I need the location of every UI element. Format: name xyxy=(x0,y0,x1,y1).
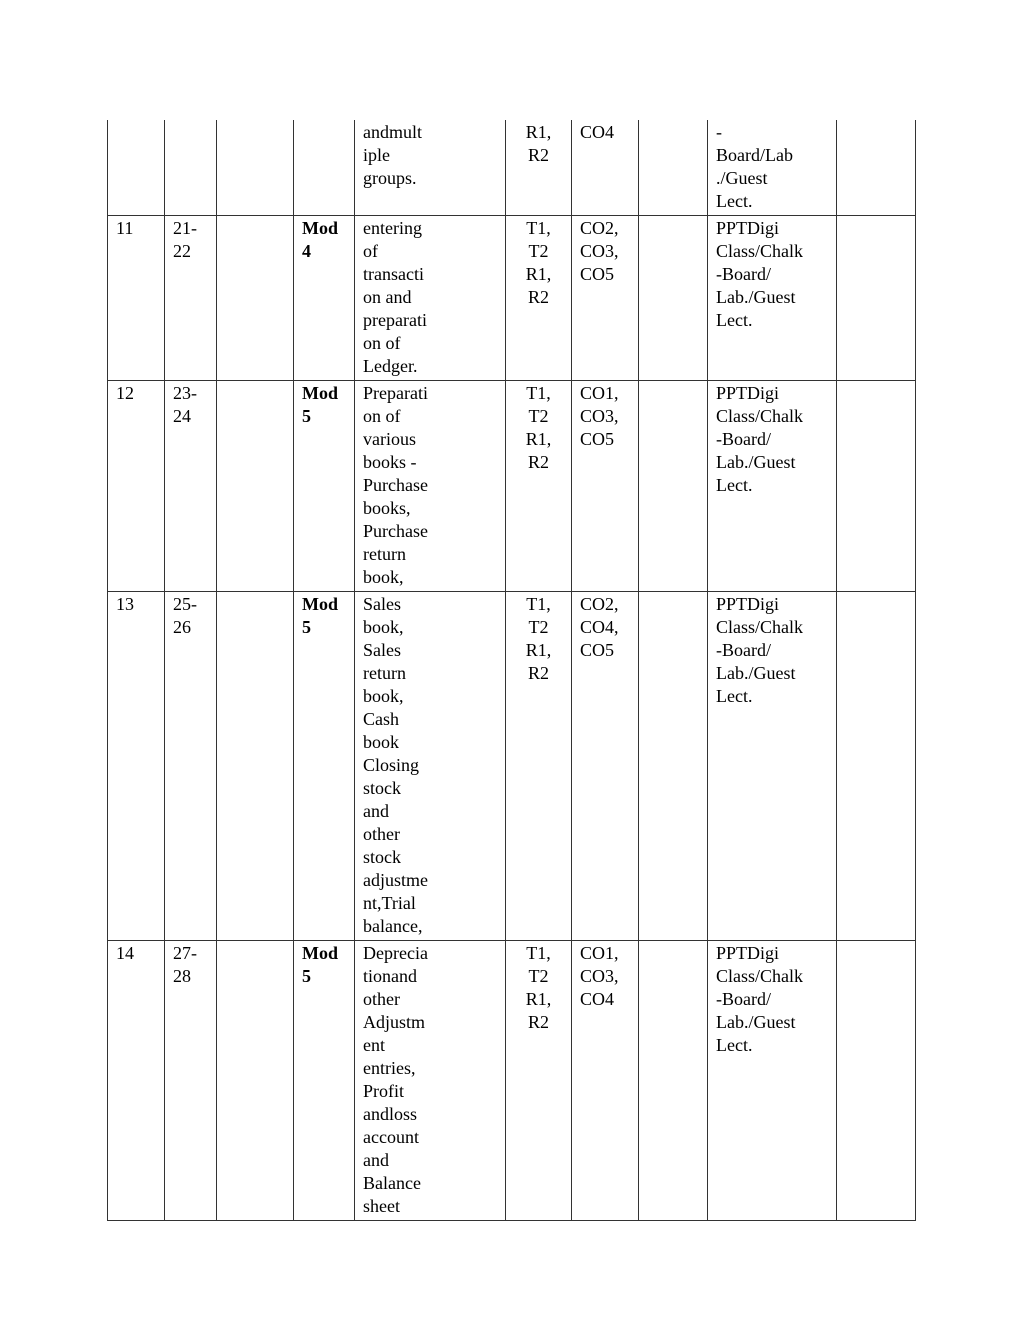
lecture-number-cell xyxy=(165,120,217,216)
empty-cell xyxy=(217,216,294,381)
module-cell: Mod 5 xyxy=(294,592,355,941)
teaching-method-cell: PPTDigi Class/Chalk -Board/ Lab./Guest Lect. xyxy=(708,592,837,941)
topic-cell: andmult iple groups. xyxy=(355,120,506,216)
empty-cell xyxy=(639,216,708,381)
topic-cell: Preparati on of various books - Purchase books, Purchase return book, xyxy=(355,381,506,592)
empty-cell xyxy=(217,381,294,592)
lecture-number-cell: 23- 24 xyxy=(165,381,217,592)
teaching-method-cell: PPTDigi Class/Chalk -Board/ Lab./Guest Lect. xyxy=(708,941,837,1221)
reference-cell: T1, T2 R1, R2 xyxy=(506,941,572,1221)
course-outcome-cell: CO2, CO3, CO5 xyxy=(572,216,639,381)
table-row xyxy=(108,120,916,216)
empty-cell xyxy=(639,381,708,592)
topic-cell: entering of transacti on and preparati on of Ledger. xyxy=(355,216,506,381)
lesson-plan-table xyxy=(107,120,916,1221)
reference-cell: T1, T2 R1, R2 xyxy=(506,381,572,592)
module-cell: Mod 4 xyxy=(294,216,355,381)
module-cell: Mod 5 xyxy=(294,381,355,592)
module-cell: Mod 5 xyxy=(294,941,355,1221)
table-row xyxy=(108,592,916,941)
teaching-method-cell: PPTDigi Class/Chalk -Board/ Lab./Guest Lect. xyxy=(708,381,837,592)
table-row xyxy=(108,216,916,381)
course-outcome-cell: CO4 xyxy=(572,120,639,216)
serial-number-cell: 14 xyxy=(108,941,165,1221)
reference-cell: R1, R2 xyxy=(506,120,572,216)
empty-cell xyxy=(837,216,916,381)
teaching-method-cell: PPTDigi Class/Chalk -Board/ Lab./Guest Lect. xyxy=(708,216,837,381)
course-outcome-cell: CO1, CO3, CO4 xyxy=(572,941,639,1221)
reference-cell: T1, T2 R1, R2 xyxy=(506,592,572,941)
table-row xyxy=(108,941,916,1221)
empty-cell xyxy=(639,941,708,1221)
empty-cell xyxy=(217,592,294,941)
serial-number-cell xyxy=(108,120,165,216)
serial-number-cell: 12 xyxy=(108,381,165,592)
empty-cell xyxy=(639,592,708,941)
topic-cell: Deprecia tionand other Adjustm ent entries, Profit andloss account and Balance sheet xyxy=(355,941,506,1221)
lecture-number-cell: 25- 26 xyxy=(165,592,217,941)
teaching-method-cell: - Board/Lab ./Guest Lect. xyxy=(708,120,837,216)
empty-cell xyxy=(837,941,916,1221)
empty-cell xyxy=(837,592,916,941)
empty-cell xyxy=(837,381,916,592)
empty-cell xyxy=(837,120,916,216)
course-outcome-cell: CO2, CO4, CO5 xyxy=(572,592,639,941)
serial-number-cell: 13 xyxy=(108,592,165,941)
empty-cell xyxy=(639,120,708,216)
course-outcome-cell: CO1, CO3, CO5 xyxy=(572,381,639,592)
reference-cell: T1, T2 R1, R2 xyxy=(506,216,572,381)
lecture-number-cell: 21- 22 xyxy=(165,216,217,381)
topic-cell: Sales book, Sales return book, Cash book Closing stock and other stock adjustme nt,Trial balance, xyxy=(355,592,506,941)
table-row xyxy=(108,381,916,592)
serial-number-cell: 11 xyxy=(108,216,165,381)
module-cell xyxy=(294,120,355,216)
lecture-number-cell: 27- 28 xyxy=(165,941,217,1221)
empty-cell xyxy=(217,941,294,1221)
empty-cell xyxy=(217,120,294,216)
